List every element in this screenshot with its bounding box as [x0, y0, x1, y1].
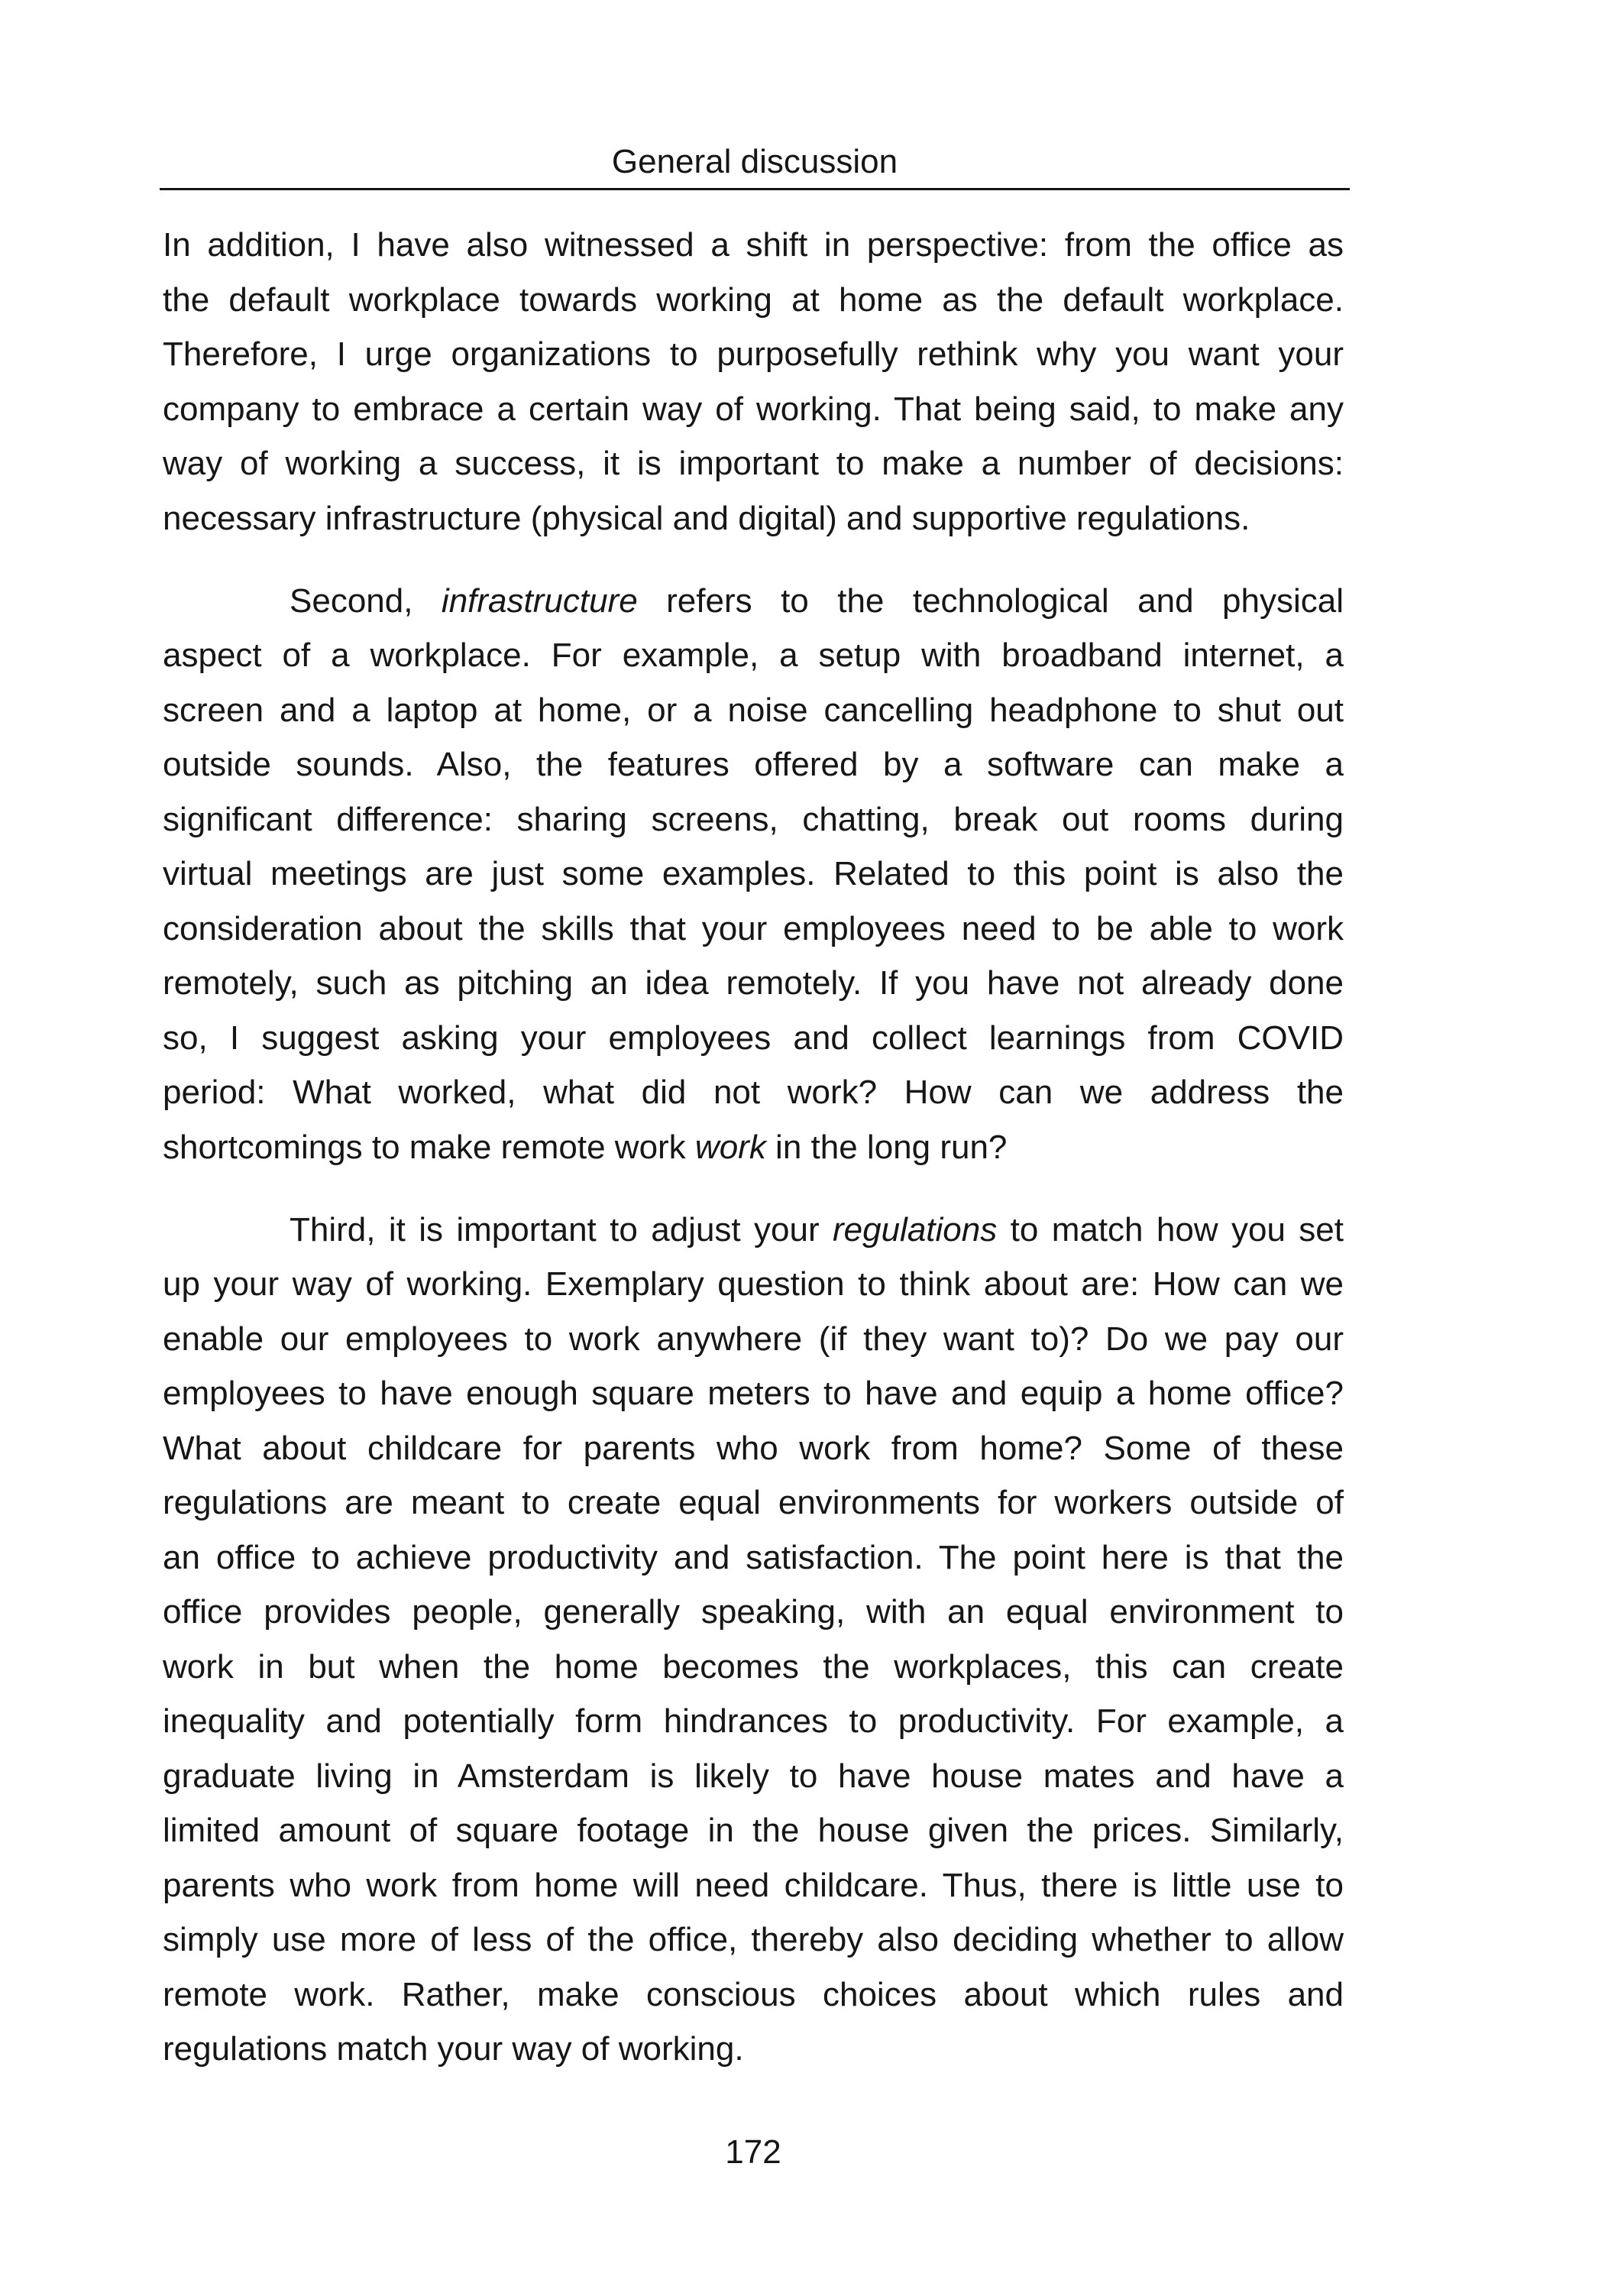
body-text: [163, 218, 1344, 2077]
text-line: significant difference: sharing screens, chatting, break out rooms during: [163, 800, 1344, 838]
italic-term: infrastructure: [441, 581, 638, 620]
text-line: virtual meetings are just some examples. Related to this point is also the: [163, 855, 1344, 892]
text-line: screen and a laptop at home, or a noise cancelling headphone to shut out: [163, 691, 1344, 729]
text-line: work in but when the home becomes the workplaces, this can create: [163, 1647, 1344, 1686]
text-line: aspect of a workplace. For example, a setup with broadband internet, a: [163, 636, 1344, 674]
header-rule: [160, 188, 1350, 190]
text-line: consideration about the skills that your employees need to be able to work: [163, 909, 1344, 947]
paragraph-3: [163, 1203, 1344, 2077]
text-line: outside sounds. Also, the features offered by a software can make a: [163, 746, 1344, 783]
text-line: an office to achieve productivity and satisfaction. The point here is that the: [163, 1538, 1344, 1576]
italic-term: work: [694, 1128, 766, 1166]
text-line: regulations are meant to create equal environments for workers outside of: [163, 1484, 1344, 1521]
text-segment: to match how you set: [997, 1210, 1344, 1249]
text-line: enable our employees to work anywhere (if they want to)? Do we pay our: [163, 1320, 1344, 1358]
text-line: company to embrace a certain way of working. That being said, to make any: [163, 390, 1344, 428]
text-line: necessary infrastructure (physical and digital) and supportive regulations.: [163, 499, 1250, 537]
text-line: [163, 1120, 1344, 1175]
text-line: remotely, such as pitching an idea remotely. If you have not already done: [163, 964, 1344, 1002]
text-segment: shortcomings to make remote work: [163, 1128, 695, 1166]
text-line: In addition, I have also witnessed a shift in perspective: from the office as: [163, 226, 1344, 264]
text-line: up your way of working. Exemplary question to think about are: How can we: [163, 1265, 1344, 1303]
page-number: 172: [725, 2133, 781, 2171]
paragraph-2: [163, 574, 1344, 1175]
text-line: What about childcare for parents who work from home? Some of these: [163, 1429, 1344, 1467]
text-line: parents who work from home will need childcare. Thus, there is little use to: [163, 1866, 1344, 1904]
text-line: so, I suggest asking your employees and collect learnings from COVID: [163, 1019, 1344, 1057]
text-line: inequality and potentially form hindrances to productivity. For example, a: [163, 1702, 1344, 1740]
text-segment: in the long run?: [765, 1128, 1008, 1166]
text-line: employees to have enough square meters to have and equip a home office?: [163, 1375, 1344, 1412]
text-line: office provides people, generally speaking, with an equal environment to: [163, 1593, 1344, 1631]
text-line: [163, 1203, 1344, 1258]
italic-term: regulations: [832, 1210, 998, 1249]
text-line: graduate living in Amsterdam is likely to have house mates and have a: [163, 1757, 1344, 1795]
text-line: [163, 574, 1344, 629]
text-line: way of working a success, it is important to make a number of decisions:: [163, 445, 1344, 482]
text-line: Therefore, I urge organizations to purposefully rethink why you want your: [163, 335, 1344, 373]
text-segment: Third, it is important to adjust your: [290, 1210, 833, 1249]
text-line: remote work. Rather, make conscious choices about which rules and: [163, 1975, 1344, 2013]
text-line: limited amount of square footage in the house given the prices. Similarly,: [163, 1812, 1344, 1849]
running-header: General discussion: [611, 143, 898, 180]
text-line: simply use more of less of the office, thereby also deciding whether to allow: [163, 1921, 1344, 1958]
text-segment: Second,: [290, 581, 442, 620]
paragraph-1: [163, 218, 1344, 546]
text-segment: refers to the technological and physical: [637, 581, 1344, 620]
text-line: period: What worked, what did not work? How can we address the: [163, 1074, 1344, 1111]
text-line: regulations match your way of working.: [163, 2030, 744, 2068]
text-line: the default workplace towards working at home as the default workplace.: [163, 280, 1344, 319]
